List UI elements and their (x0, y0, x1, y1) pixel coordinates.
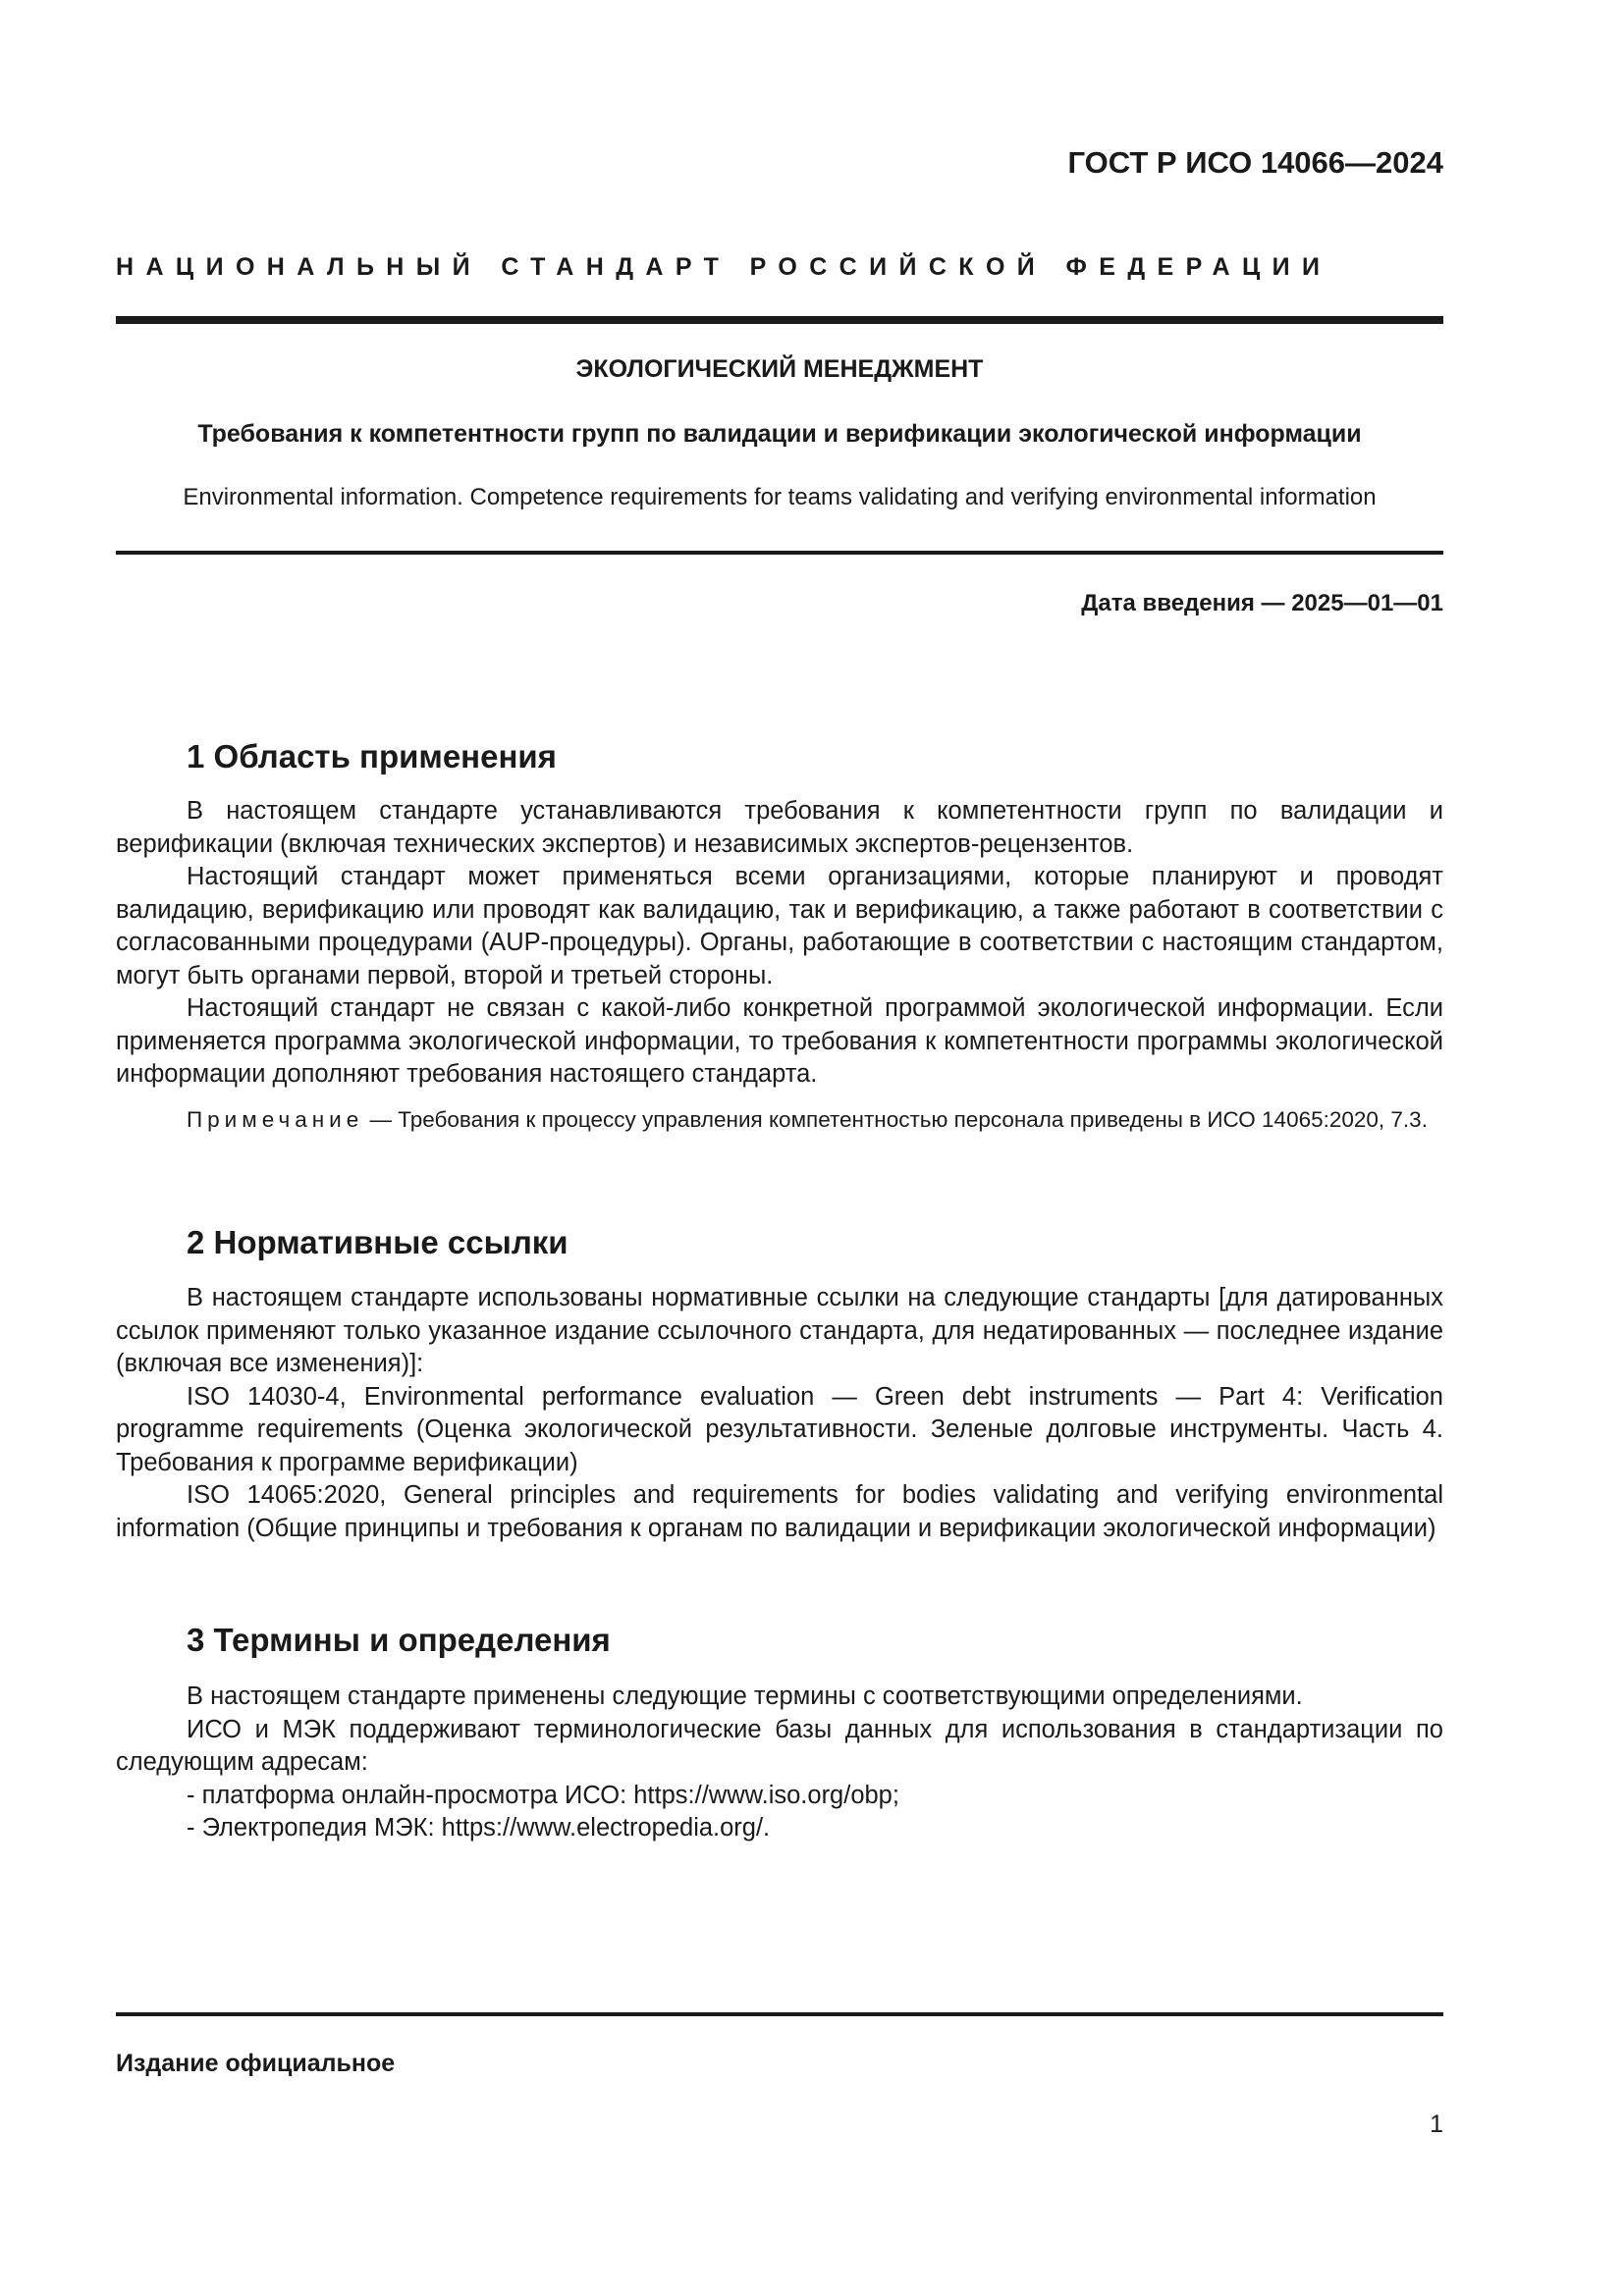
paragraph: Настоящий стандарт не связан с какой-либо конкретной программой экологической информации. Если применяется программа экологической информации, то требования к компетентности программы экологической информации дополняют требования настоящего стандарта. (116, 994, 1443, 1088)
note-label: Примечание (187, 1107, 364, 1132)
paragraph: В настоящем стандарте устанавливаются требования к компетентности групп по валидации и верификации (включая технических экспертов) и независимых экспертов-рецензентов. (116, 797, 1443, 858)
section-3-heading: 3 Термины и определения (187, 1622, 611, 1658)
header-divider-thick (116, 316, 1443, 324)
section-2-heading: 2 Нормативные ссылки (187, 1224, 568, 1260)
paragraph: В настоящем стандарте использованы нормативные ссылки на следующие стандарты [для датированных ссылок применяют только указанное издание ссылочного стандарта, для недатированных — последнее издание (включая все изменения)]: (116, 1284, 1443, 1377)
standard-code: ГОСТ Р ИСО 14066—2024 (1067, 145, 1443, 180)
document-subtitle: Требования к компетентности групп по валидации и верификации экологической информации (197, 420, 1362, 448)
title-divider (116, 551, 1443, 555)
reference-item: ISO 14065:2020, General principles and requirements for bodies validating and verifying environmental information (Общие принципы и требования к органам по валидации и верификации экологической информации) (116, 1481, 1443, 1542)
note-text: — Требования к процессу управления компетентностью персонала приведены в ИСО 14065:2020, 7.3. (363, 1107, 1428, 1132)
document-title: ЭКОЛОГИЧЕСКИЙ МЕНЕДЖМЕНТ (575, 355, 984, 383)
paragraph: Настоящий стандарт может применяться всеми организациями, которые планируют и проводят валидацию, верификацию или проводят как валидацию, так и верификацию, а также работают в соответствии с согласованными процедурами (AUP-процедуры). Органы, работающие в соответствии с настоящим стандартом, могут быть органами первой, второй и третьей стороны. (116, 863, 1443, 989)
list-item: - Электропедия МЭК: https://www.electropedia.org/. (187, 1814, 771, 1842)
list-item: - платформа онлайн-просмотра ИСО: https://www.iso.org/obp; (187, 1781, 899, 1809)
document-page (116, 0, 1443, 2296)
introduction-date: Дата введения — 2025—01—01 (1081, 590, 1443, 616)
section-1-heading: 1 Область применения (187, 738, 557, 774)
page-number: 1 (1430, 2110, 1443, 2138)
official-edition-label: Издание официальное (116, 2050, 396, 2077)
section-1-note (116, 1103, 1443, 1136)
footer-divider (116, 2012, 1443, 2016)
national-standard-banner: НАЦИОНАЛЬНЫЙ СТАНДАРТ РОССИЙСКОЙ ФЕДЕРАЦИИ (116, 253, 1332, 281)
paragraph: ИСО и МЭК поддерживают терминологические базы данных для использования в стандартизации по следующим адресам: (116, 1715, 1443, 1776)
paragraph: В настоящем стандарте применены следующие термины с соответствующими определениями. (187, 1682, 1303, 1710)
reference-item: ISO 14030-4, Environmental performance evaluation — Green debt instruments — Part 4: Verification programme requirements (Оценка экологической результативности. Зеленые долговые инструменты. Часть 4. Требования к программе верификации) (116, 1382, 1443, 1476)
section-3-body (116, 1681, 1443, 1845)
section-2-body (116, 1282, 1443, 1545)
english-title: Environmental information. Competence requirements for teams validating and verifying environmental information (183, 484, 1377, 510)
section-1-body (116, 795, 1443, 1092)
